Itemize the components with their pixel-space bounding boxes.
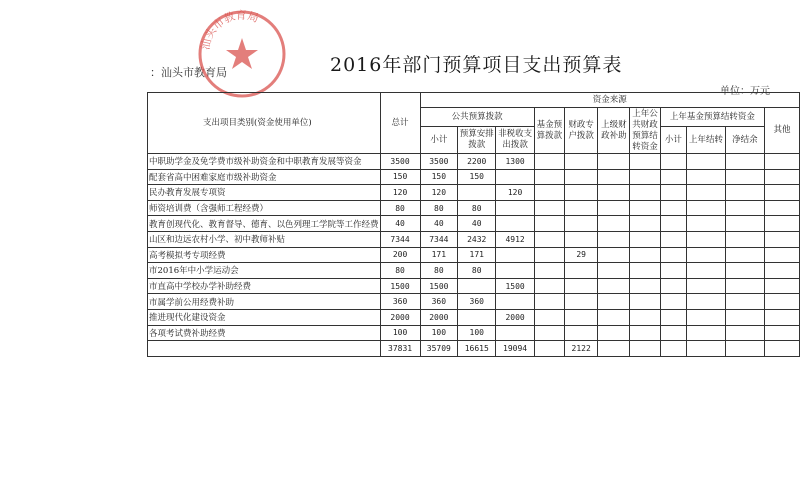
- cell-arranged: 360: [458, 294, 496, 310]
- cell-special: [564, 278, 597, 294]
- cell-empty: [687, 325, 726, 341]
- cell-subtotal: 360: [420, 294, 457, 310]
- cell-subtotal: 100: [420, 325, 457, 341]
- cell-arranged: 80: [458, 263, 496, 279]
- table-row: [148, 169, 800, 185]
- cell-subtotal: 35709: [420, 341, 457, 357]
- table-row: [148, 185, 800, 201]
- cell-special: [564, 185, 597, 201]
- cell-empty: [765, 294, 800, 310]
- cell-empty: [630, 231, 660, 247]
- cell-subtotal: 1500: [420, 278, 457, 294]
- cell-upper: [598, 341, 630, 357]
- header-subtotal: 小计: [420, 127, 457, 154]
- cell-empty: [725, 247, 764, 263]
- table-row: [148, 278, 800, 294]
- cell-empty: [660, 309, 687, 325]
- cell-empty: [687, 216, 726, 232]
- cell-total: 120: [380, 185, 420, 201]
- cell-empty: [725, 263, 764, 279]
- cell-empty: [725, 216, 764, 232]
- cell-special: [564, 294, 597, 310]
- cell-subtotal: 171: [420, 247, 457, 263]
- cell-total: 3500: [380, 154, 420, 170]
- cell-empty: [687, 169, 726, 185]
- cell-empty: [630, 247, 660, 263]
- cell-empty: [630, 263, 660, 279]
- cell-empty: [660, 294, 687, 310]
- cell-non-tax: 1500: [496, 278, 534, 294]
- cell-empty: [660, 154, 687, 170]
- header-total: 总计: [380, 93, 420, 154]
- cell-fund: [534, 154, 564, 170]
- row-name: 市2016年中小学运动会: [148, 263, 381, 279]
- cell-upper: [598, 309, 630, 325]
- total-row: [148, 341, 800, 357]
- cell-special: [564, 325, 597, 341]
- cell-empty: [765, 200, 800, 216]
- cell-empty: [687, 294, 726, 310]
- cell-subtotal: 80: [420, 263, 457, 279]
- header-category: 支出项目类别(资金使用单位): [148, 93, 381, 154]
- cell-non-tax: [496, 216, 534, 232]
- cell-empty: [725, 294, 764, 310]
- cell-total: 150: [380, 169, 420, 185]
- cell-upper: [598, 247, 630, 263]
- cell-empty: [765, 185, 800, 201]
- table-row: [148, 154, 800, 170]
- cell-non-tax: 120: [496, 185, 534, 201]
- row-name: 各项考试费补助经费: [148, 325, 381, 341]
- cell-subtotal: 150: [420, 169, 457, 185]
- cell-empty: [765, 247, 800, 263]
- header-prev-year-fund: 上年基金预算结转资金: [660, 108, 765, 127]
- cell-subtotal: 7344: [420, 231, 457, 247]
- cell-special: [564, 154, 597, 170]
- row-name: 山区和边远农村小学、初中教师补贴: [148, 231, 381, 247]
- cell-arranged: 2200: [458, 154, 496, 170]
- cell-arranged: [458, 309, 496, 325]
- cell-empty: [660, 278, 687, 294]
- cell-arranged: [458, 185, 496, 201]
- cell-total: 40: [380, 216, 420, 232]
- cell-non-tax: [496, 263, 534, 279]
- header-fund-carry: 上年结转: [687, 127, 726, 154]
- header-higher-subsidy: 上级财政补助: [598, 108, 630, 154]
- cell-subtotal: 2000: [420, 309, 457, 325]
- cell-special: [564, 231, 597, 247]
- unit-label: 单位：万元: [720, 86, 770, 97]
- header-public-budget: 公共预算拨款: [420, 108, 534, 127]
- cell-empty: [765, 309, 800, 325]
- cell-empty: [660, 200, 687, 216]
- cell-empty: [630, 154, 660, 170]
- cell-special: [564, 200, 597, 216]
- cell-special: [564, 216, 597, 232]
- cell-empty: [765, 325, 800, 341]
- cell-special: 29: [564, 247, 597, 263]
- row-name: 民办教育发展专项资: [148, 185, 381, 201]
- cell-upper: [598, 200, 630, 216]
- cell-non-tax: 2000: [496, 309, 534, 325]
- cell-empty: [630, 325, 660, 341]
- cell-empty: [660, 169, 687, 185]
- cell-empty: [725, 309, 764, 325]
- cell-empty: [725, 278, 764, 294]
- row-name: 高考模拟考专项经费: [148, 247, 381, 263]
- header-net-balance: 净结余: [725, 127, 764, 154]
- table-row: [148, 200, 800, 216]
- cell-empty: [687, 231, 726, 247]
- row-name: 配套省高中困难家庭市级补助资金: [148, 169, 381, 185]
- page-title: 2016年部门预算项目支出预算表: [330, 54, 623, 76]
- cell-empty: [630, 200, 660, 216]
- cell-empty: [725, 169, 764, 185]
- cell-empty: [765, 169, 800, 185]
- cell-subtotal: 120: [420, 185, 457, 201]
- cell-fund: [534, 231, 564, 247]
- cell-arranged: 150: [458, 169, 496, 185]
- cell-arranged: 171: [458, 247, 496, 263]
- cell-arranged: 40: [458, 216, 496, 232]
- header-non-tax: 非税收支出拨款: [496, 127, 534, 154]
- cell-fund: [534, 200, 564, 216]
- header-fund-subtotal: 小计: [660, 127, 687, 154]
- cell-special: 2122: [564, 341, 597, 357]
- cell-non-tax: [496, 247, 534, 263]
- cell-empty: [725, 325, 764, 341]
- cell-empty: [687, 154, 726, 170]
- row-name: 市直高中学校办学补助经费: [148, 278, 381, 294]
- cell-empty: [725, 154, 764, 170]
- cell-upper: [598, 231, 630, 247]
- cell-total: 100: [380, 325, 420, 341]
- cell-subtotal: 80: [420, 200, 457, 216]
- cell-empty: [660, 263, 687, 279]
- cell-empty: [660, 231, 687, 247]
- cell-upper: [598, 185, 630, 201]
- cell-total: 1500: [380, 278, 420, 294]
- organization-label: ：汕头市教育局: [150, 66, 227, 79]
- cell-empty: [687, 278, 726, 294]
- cell-non-tax: 19094: [496, 341, 534, 357]
- cell-empty: [630, 278, 660, 294]
- cell-empty: [725, 185, 764, 201]
- cell-fund: [534, 247, 564, 263]
- cell-fund: [534, 309, 564, 325]
- table-row: [148, 231, 800, 247]
- cell-total: 360: [380, 294, 420, 310]
- header-prev-year-public: 上年公共财政预算结转资金: [630, 108, 660, 154]
- cell-total: 37831: [380, 341, 420, 357]
- cell-empty: [630, 341, 660, 357]
- cell-empty: [660, 216, 687, 232]
- official-seal: [196, 8, 288, 100]
- cell-subtotal: 40: [420, 216, 457, 232]
- table-row: [148, 294, 800, 310]
- cell-empty: [765, 341, 800, 357]
- cell-non-tax: 4912: [496, 231, 534, 247]
- cell-empty: [630, 294, 660, 310]
- cell-fund: [534, 216, 564, 232]
- cell-non-tax: [496, 325, 534, 341]
- cell-arranged: 16615: [458, 341, 496, 357]
- cell-special: [564, 169, 597, 185]
- cell-non-tax: [496, 294, 534, 310]
- cell-arranged: 2432: [458, 231, 496, 247]
- cell-empty: [660, 325, 687, 341]
- table-row: [148, 247, 800, 263]
- table-row: [148, 216, 800, 232]
- cell-arranged: [458, 278, 496, 294]
- cell-empty: [687, 247, 726, 263]
- header-funding-sources: 资金来源: [420, 93, 799, 108]
- cell-subtotal: 3500: [420, 154, 457, 170]
- cell-fund: [534, 278, 564, 294]
- header-fund-budget: 基金预算拨款: [534, 108, 564, 154]
- header-special-fiscal: 财政专户拨款: [564, 108, 597, 154]
- cell-total: 200: [380, 247, 420, 263]
- cell-non-tax: [496, 200, 534, 216]
- cell-empty: [687, 309, 726, 325]
- cell-empty: [687, 263, 726, 279]
- cell-empty: [765, 278, 800, 294]
- cell-non-tax: 1300: [496, 154, 534, 170]
- cell-upper: [598, 216, 630, 232]
- cell-upper: [598, 169, 630, 185]
- cell-empty: [630, 216, 660, 232]
- cell-empty: [660, 341, 687, 357]
- cell-arranged: 80: [458, 200, 496, 216]
- cell-fund: [534, 185, 564, 201]
- row-name: 师资培训费（含强师工程经费）: [148, 200, 381, 216]
- cell-upper: [598, 154, 630, 170]
- table-row: [148, 325, 800, 341]
- cell-upper: [598, 263, 630, 279]
- cell-empty: [660, 247, 687, 263]
- cell-empty: [630, 169, 660, 185]
- cell-upper: [598, 278, 630, 294]
- cell-empty: [687, 341, 726, 357]
- cell-empty: [687, 200, 726, 216]
- cell-fund: [534, 169, 564, 185]
- cell-fund: [534, 294, 564, 310]
- cell-special: [564, 309, 597, 325]
- cell-empty: [687, 185, 726, 201]
- cell-non-tax: [496, 169, 534, 185]
- cell-upper: [598, 294, 630, 310]
- row-name: [148, 341, 381, 357]
- cell-empty: [765, 231, 800, 247]
- header-arranged: 预算安排拨款: [458, 127, 496, 154]
- cell-empty: [630, 185, 660, 201]
- cell-empty: [725, 231, 764, 247]
- cell-empty: [765, 216, 800, 232]
- cell-total: 2000: [380, 309, 420, 325]
- cell-fund: [534, 341, 564, 357]
- cell-empty: [765, 263, 800, 279]
- row-name: 教育创现代化、教育督导、德育、以色列理工学院等工作经费: [148, 216, 381, 232]
- row-name: 市属学前公用经费补助: [148, 294, 381, 310]
- svg-text:汕头市教育局: 汕头市教育局: [198, 8, 261, 52]
- cell-special: [564, 263, 597, 279]
- cell-total: 80: [380, 200, 420, 216]
- cell-total: 80: [380, 263, 420, 279]
- cell-arranged: 100: [458, 325, 496, 341]
- cell-upper: [598, 325, 630, 341]
- cell-empty: [630, 309, 660, 325]
- header-other: 其他: [765, 108, 800, 154]
- budget-table: [147, 92, 800, 357]
- cell-fund: [534, 325, 564, 341]
- cell-total: 7344: [380, 231, 420, 247]
- cell-empty: [725, 200, 764, 216]
- row-name: 中职助学金及免学费市级补助资金和中职教育发展等资金: [148, 154, 381, 170]
- table-row: [148, 309, 800, 325]
- cell-empty: [660, 185, 687, 201]
- cell-empty: [765, 154, 800, 170]
- row-name: 推进现代化建设资金: [148, 309, 381, 325]
- table-row: [148, 263, 800, 279]
- cell-fund: [534, 263, 564, 279]
- cell-empty: [725, 341, 764, 357]
